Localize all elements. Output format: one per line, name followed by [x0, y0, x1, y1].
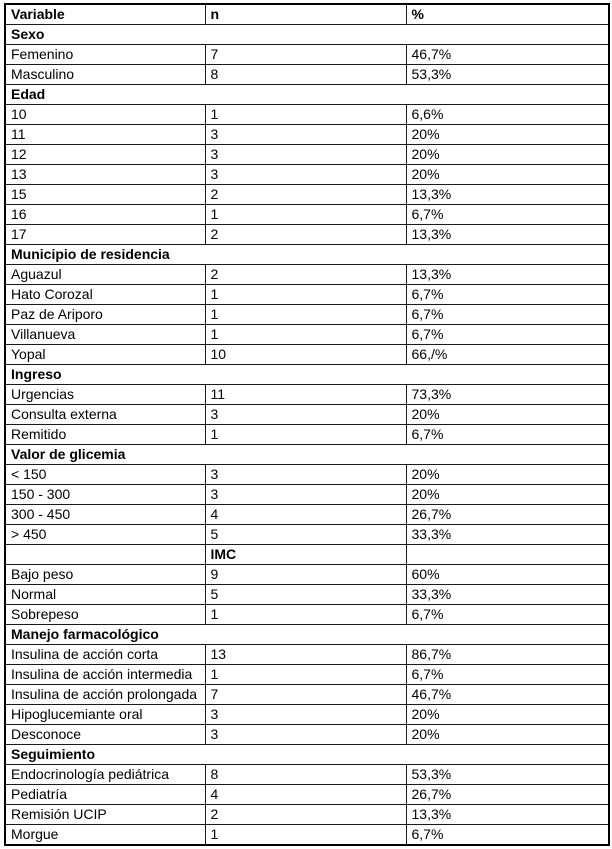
cell-percent: 20%: [406, 125, 609, 145]
table-row: [5, 465, 609, 485]
cell-percent: 26,7%: [406, 505, 609, 525]
cell-percent: [406, 545, 609, 565]
cell-n: 3: [205, 705, 406, 725]
cell-variable: 17: [5, 225, 205, 245]
cell-n: 2: [205, 265, 406, 285]
cell-variable: Insulina de acción corta: [5, 645, 205, 665]
cell-percent: 6,7%: [406, 305, 609, 325]
table-row: [5, 265, 609, 285]
cell-n: 13: [205, 645, 406, 665]
cell-percent: 6,7%: [406, 825, 609, 846]
cell-variable: Yopal: [5, 345, 205, 365]
cell-variable: Femenino: [5, 45, 205, 65]
cell-variable: 12: [5, 145, 205, 165]
cell-n: 2: [205, 805, 406, 825]
table-row: [5, 185, 609, 205]
cell-percent: 20%: [406, 725, 609, 745]
cell-variable: Consulta externa: [5, 405, 205, 425]
cell-percent: 6,7%: [406, 605, 609, 625]
cell-variable: Morgue: [5, 825, 205, 846]
cell-n: 2: [205, 185, 406, 205]
section-header-cell: Sexo: [5, 25, 609, 45]
cell-variable: 16: [5, 205, 205, 225]
cell-variable: Hato Corozal: [5, 285, 205, 305]
cell-variable: [5, 545, 205, 565]
cell-n: 8: [205, 765, 406, 785]
cell-variable: Remitido: [5, 425, 205, 445]
cell-percent: 86,7%: [406, 645, 609, 665]
cell-variable: Urgencias: [5, 385, 205, 405]
cell-percent: 6,7%: [406, 285, 609, 305]
cell-n: 4: [205, 785, 406, 805]
cell-n: 11: [205, 385, 406, 405]
cell-percent: 6,6%: [406, 105, 609, 125]
table-row: [5, 525, 609, 545]
section-header-cell: Valor de glicemia: [5, 445, 609, 465]
section-row: [5, 85, 609, 105]
section-row: [5, 245, 609, 265]
cell-n: 2: [205, 225, 406, 245]
table-row: [5, 565, 609, 585]
cell-percent: 53,3%: [406, 765, 609, 785]
cell-percent: 6,7%: [406, 325, 609, 345]
table-row: [5, 725, 609, 745]
cell-variable: Pediatría: [5, 785, 205, 805]
cell-percent: 13,3%: [406, 805, 609, 825]
table-row: [5, 125, 609, 145]
cell-n: 1: [205, 665, 406, 685]
cell-n: 10: [205, 345, 406, 365]
cell-variable: 11: [5, 125, 205, 145]
cell-n: 9: [205, 565, 406, 585]
cell-n: 3: [205, 725, 406, 745]
cell-n: 7: [205, 45, 406, 65]
table-header-row: [5, 4, 609, 25]
cell-n: 3: [205, 125, 406, 145]
cell-percent: 46,7%: [406, 685, 609, 705]
table-row: [5, 825, 609, 846]
section-header-cell: Seguimiento: [5, 745, 609, 765]
cell-variable: Bajo peso: [5, 565, 205, 585]
cell-percent: 20%: [406, 165, 609, 185]
cell-percent: 20%: [406, 405, 609, 425]
table-row: [5, 385, 609, 405]
cell-n: 3: [205, 485, 406, 505]
table-row: [5, 45, 609, 65]
cell-percent: 6,7%: [406, 665, 609, 685]
table-row: [5, 665, 609, 685]
cell-variable: Masculino: [5, 65, 205, 85]
cell-percent: 13,3%: [406, 225, 609, 245]
section-row: [5, 365, 609, 385]
cell-percent: 6,7%: [406, 205, 609, 225]
cell-n: 1: [205, 205, 406, 225]
column-header-variable: Variable: [5, 4, 205, 25]
section-header-cell: Edad: [5, 85, 609, 105]
section-row: [5, 745, 609, 765]
section-header-cell: Municipio de residencia: [5, 245, 609, 265]
cell-percent: 33,3%: [406, 525, 609, 545]
column-header-n: n: [205, 4, 406, 25]
table-row: [5, 505, 609, 525]
table-row: [5, 765, 609, 785]
table-row: [5, 425, 609, 445]
table-row: [5, 705, 609, 725]
cell-n: 8: [205, 65, 406, 85]
cell-variable: 300 - 450: [5, 505, 205, 525]
cell-n: 1: [205, 605, 406, 625]
table-row: [5, 605, 609, 625]
column-header-percent: %: [406, 4, 609, 25]
cell-n: 1: [205, 285, 406, 305]
cell-n: 1: [205, 105, 406, 125]
cell-variable: Insulina de acción prolongada: [5, 685, 205, 705]
table-row: [5, 305, 609, 325]
cell-variable: Paz de Ariporo: [5, 305, 205, 325]
cell-percent: 73,3%: [406, 385, 609, 405]
table-row: [5, 105, 609, 125]
cell-percent: 20%: [406, 485, 609, 505]
cell-n: 5: [205, 585, 406, 605]
section-row: [5, 445, 609, 465]
table-row: [5, 205, 609, 225]
cell-n: IMC: [205, 545, 406, 565]
cell-percent: 46,7%: [406, 45, 609, 65]
table-row: [5, 785, 609, 805]
section-row: [5, 25, 609, 45]
cell-percent: 53,3%: [406, 65, 609, 85]
cell-percent: 20%: [406, 465, 609, 485]
table-row: [5, 65, 609, 85]
cell-variable: Aguazul: [5, 265, 205, 285]
cell-variable: > 450: [5, 525, 205, 545]
cell-n: 5: [205, 525, 406, 545]
table-row: [5, 345, 609, 365]
table-row: [5, 225, 609, 245]
cell-percent: 26,7%: [406, 785, 609, 805]
cell-percent: 20%: [406, 705, 609, 725]
table-row: [5, 805, 609, 825]
cell-percent: 66,/%: [406, 345, 609, 365]
cell-n: 4: [205, 505, 406, 525]
table-row: [5, 485, 609, 505]
cell-variable: Remisión UCIP: [5, 805, 205, 825]
cell-variable: 150 - 300: [5, 485, 205, 505]
cell-n: 3: [205, 465, 406, 485]
cell-variable: 10: [5, 105, 205, 125]
statistics-table: [4, 3, 610, 846]
cell-variable: Normal: [5, 585, 205, 605]
table-row: [5, 285, 609, 305]
table-row: [5, 165, 609, 185]
cell-percent: 60%: [406, 565, 609, 585]
table-row: [5, 645, 609, 665]
cell-n: 3: [205, 405, 406, 425]
cell-variable: Sobrepeso: [5, 605, 205, 625]
cell-percent: 20%: [406, 145, 609, 165]
cell-variable: Desconoce: [5, 725, 205, 745]
cell-percent: 13,3%: [406, 185, 609, 205]
cell-variable: < 150: [5, 465, 205, 485]
cell-n: 3: [205, 165, 406, 185]
cell-n: 1: [205, 325, 406, 345]
section-header-cell: Ingreso: [5, 365, 609, 385]
cell-variable: Hipoglucemiante oral: [5, 705, 205, 725]
cell-variable: Insulina de acción intermedia: [5, 665, 205, 685]
cell-variable: 13: [5, 165, 205, 185]
cell-n: 1: [205, 425, 406, 445]
cell-n: 1: [205, 825, 406, 846]
table-row: [5, 325, 609, 345]
cell-percent: 33,3%: [406, 585, 609, 605]
cell-percent: 13,3%: [406, 265, 609, 285]
section-row: [5, 625, 609, 645]
cell-n: 3: [205, 145, 406, 165]
cell-n: 1: [205, 305, 406, 325]
table-row: [5, 145, 609, 165]
cell-percent: 6,7%: [406, 425, 609, 445]
cell-variable: Villanueva: [5, 325, 205, 345]
cell-variable: Endocrinología pediátrica: [5, 765, 205, 785]
cell-n: 7: [205, 685, 406, 705]
cell-variable: 15: [5, 185, 205, 205]
table-row: [5, 585, 609, 605]
table-body: [5, 25, 609, 846]
table-row: [5, 405, 609, 425]
section-header-cell: Manejo farmacológico: [5, 625, 609, 645]
mid-label-row: [5, 545, 609, 565]
table-row: [5, 685, 609, 705]
